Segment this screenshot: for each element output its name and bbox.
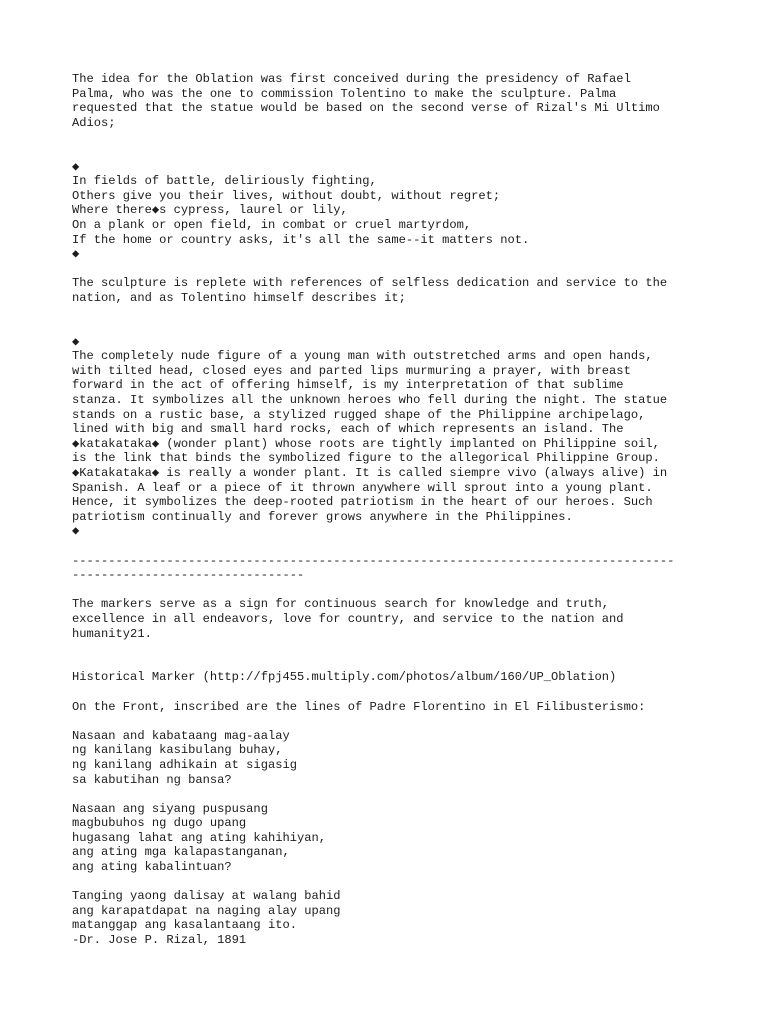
text-line: Nasaan and kabataang mag-aalay	[72, 728, 290, 743]
text-line: ang ating mga kalapastanganan,	[72, 845, 290, 860]
text-line: forward in the act of offering himself, is my interpretation of that sublime	[72, 378, 624, 393]
text-line: Nasaan ang siyang puspusang	[72, 801, 268, 816]
text-line: ang ating kabalintuan?	[72, 860, 232, 875]
blank-line	[72, 306, 732, 321]
text-line: magbubuhos ng dugo upang	[72, 816, 247, 831]
document-page	[72, 72, 732, 948]
text-line: The markers serve as a sign for continuous search for knowledge and truth,	[72, 597, 610, 612]
text-line: On the Front, inscribed are the lines of Padre Florentino in El Filibusterismo:	[72, 699, 646, 714]
text-line: excellence in all endeavors, love for country, and service to the nation and	[72, 611, 624, 626]
blank-line	[72, 875, 732, 890]
text-line: matanggap ang kasalantaang ito.	[72, 918, 297, 933]
text-line: In fields of battle, deliriously fighting,	[72, 174, 377, 189]
text-line: --------------------------------	[72, 568, 305, 583]
blank-line	[72, 539, 732, 554]
blank-line	[72, 714, 732, 729]
text-line: Hence, it symbolizes the deep-rooted patriotism in the heart of our heroes. Such	[72, 495, 653, 510]
text-line: patriotism continually and forever grows anywhere in the Philippines.	[72, 509, 573, 524]
text-line: ◆	[72, 159, 80, 174]
blank-line	[72, 685, 732, 700]
text-line: Tanging yaong dalisay at walang bahid	[72, 889, 341, 904]
text-line: The sculpture is replete with references of selfless dedication and service to the	[72, 276, 668, 291]
blank-line	[72, 583, 732, 598]
text-line: The idea for the Oblation was first conceived during the presidency of Rafael	[72, 72, 631, 86]
text-line: The completely nude figure of a young man with outstretched arms and open hands,	[72, 349, 653, 364]
document-body	[72, 72, 732, 948]
text-line: ng kanilang kasibulang buhay,	[72, 743, 283, 758]
text-line: nation, and as Tolentino himself describes it;	[72, 290, 406, 305]
text-line: lined with big and small hard rocks, each of which represents an island. The	[72, 422, 624, 437]
text-line: requested that the statue would be based on the second verse of Rizal's Mi Ultimo	[72, 101, 660, 116]
text-line: is the link that binds the symbolized figure to the allegorical Philippine Group.	[72, 451, 660, 466]
blank-line	[72, 641, 732, 656]
text-line: ng kanilang adhikain at sigasig	[72, 757, 297, 772]
text-line: hugasang lahat ang ating kahihiyan,	[72, 830, 327, 845]
blank-line	[72, 262, 732, 277]
text-line: Others give you their lives, without doubt, without regret;	[72, 188, 501, 203]
text-line: stands on a rustic base, a stylized rugged shape of the Philippine archipelago,	[72, 407, 646, 422]
text-line: ◆	[72, 334, 80, 349]
text-line: ◆Katakataka◆ is really a wonder plant. It is called siempre vivo (always alive) in	[72, 466, 668, 481]
text-line: stanza. It symbolizes all the unknown heroes who fell during the night. The statue	[72, 393, 668, 408]
text-line: ◆	[72, 524, 80, 539]
blank-line	[72, 130, 732, 145]
blank-line	[72, 145, 732, 160]
text-line: Where there◆s cypress, laurel or lily,	[72, 203, 348, 218]
text-line: humanity21.	[72, 626, 152, 641]
text-line: -Dr. Jose P. Rizal, 1891	[72, 933, 247, 948]
blank-line	[72, 320, 732, 335]
text-line: Spanish. A leaf or a piece of it thrown anywhere will sprout into a young plant.	[72, 480, 653, 495]
text-line: Adios;	[72, 115, 116, 130]
text-line: On a plank or open field, in combat or cruel martyrdom,	[72, 217, 472, 232]
text-line: with tilted head, closed eyes and parted lips murmuring a prayer, with breast	[72, 363, 631, 378]
blank-line	[72, 656, 732, 671]
text-line: Historical Marker (http://fpj455.multiply.com/photos/album/160/UP_Oblation)	[72, 670, 617, 685]
text-line: ◆	[72, 247, 80, 262]
text-line: -----------------------------------------------------------------------------------	[72, 553, 675, 568]
text-line: Palma, who was the one to commission Tolentino to make the sculpture. Palma	[72, 86, 617, 101]
text-line: ang karapatdapat na naging alay upang	[72, 903, 341, 918]
text-line: If the home or country asks, it's all the same--it matters not.	[72, 232, 530, 247]
text-line: sa kabutihan ng bansa?	[72, 772, 232, 787]
text-line: ◆katakataka◆ (wonder plant) whose roots are tightly implanted on Philippine soil,	[72, 436, 660, 451]
blank-line	[72, 787, 732, 802]
